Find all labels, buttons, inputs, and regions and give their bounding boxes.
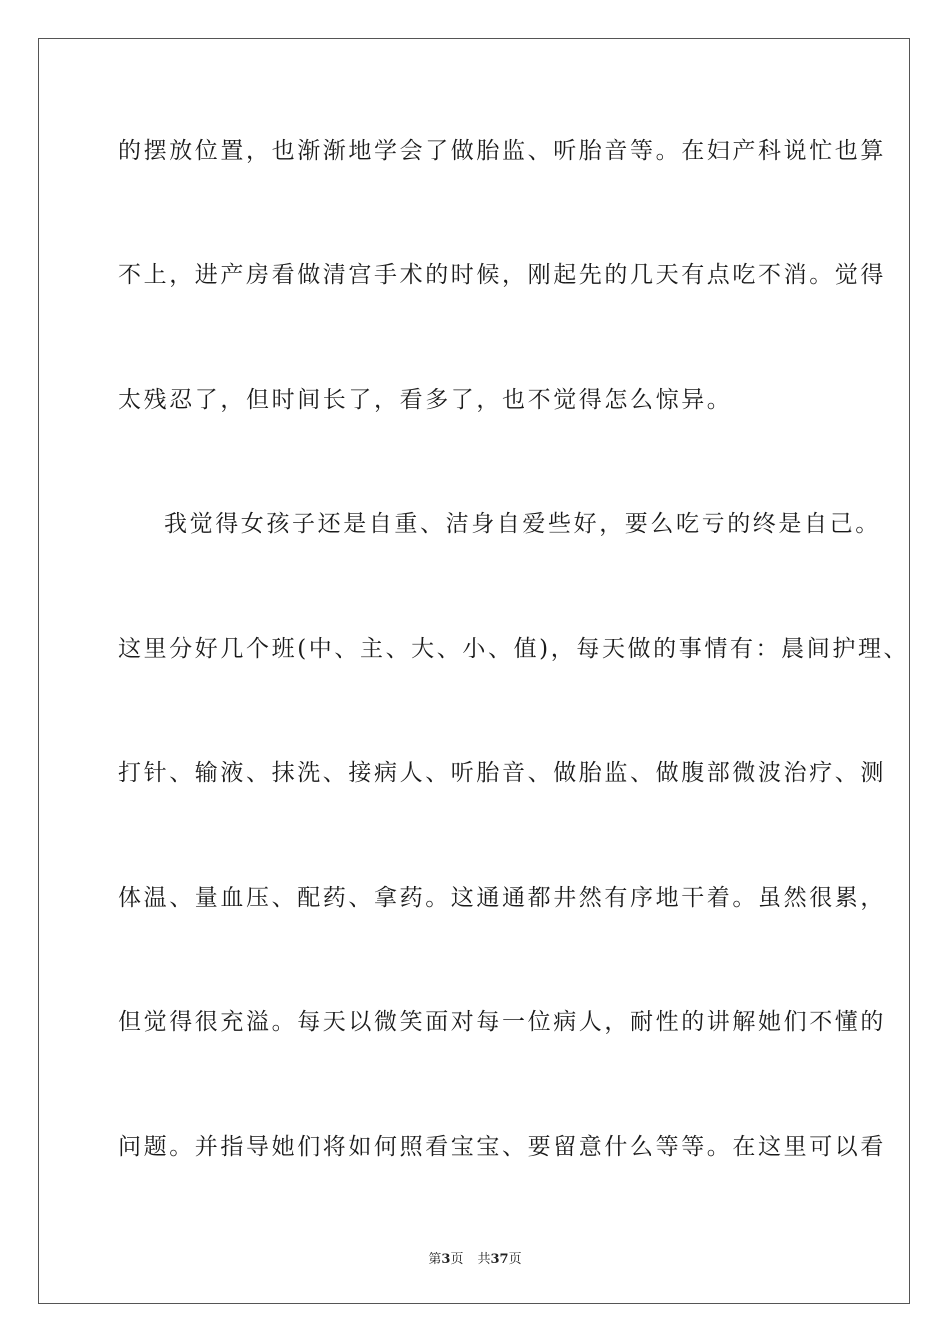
text-line-5: 这里分好几个班(中、主、大、小、值)，每天做的事情有：晨间护理、 xyxy=(118,636,910,662)
text-line-4-paragraph-start: 我觉得女孩子还是自重、洁身自爱些好，要么吃亏的终是自己。 xyxy=(164,511,881,537)
footer-total-pages: 37 xyxy=(490,1252,509,1267)
text-line-6: 打针、输液、抹洗、接病人、听胎音、做胎监、做腹部微波治疗、测 xyxy=(118,760,886,786)
footer-total-prefix: 共 xyxy=(477,1252,491,1267)
page-border xyxy=(38,38,910,1304)
text-line-3: 太残忍了，但时间长了，看多了，也不觉得怎么惊异。 xyxy=(118,387,733,413)
page-footer xyxy=(0,1248,950,1267)
text-line-2: 不上，进产房看做清宫手术的时候，刚起先的几天有点吃不消。觉得 xyxy=(118,262,886,288)
text-line-1: 的摆放位置，也渐渐地学会了做胎监、听胎音等。在妇产科说忙也算 xyxy=(118,138,886,164)
footer-page-prefix: 第 xyxy=(428,1252,442,1267)
footer-total-suffix: 页 xyxy=(508,1252,522,1267)
footer-page-number: 3 xyxy=(441,1252,451,1267)
text-line-7: 体温、量血压、配药、拿药。这通通都井然有序地干着。虽然很累， xyxy=(118,885,886,911)
text-line-8: 但觉得很充溢。每天以微笑面对每一位病人，耐性的讲解她们不懂的 xyxy=(118,1009,886,1035)
footer-page-suffix: 页 xyxy=(450,1252,464,1267)
text-line-9: 问题。并指导她们将如何照看宝宝、要留意什么等等。在这里可以看 xyxy=(118,1134,886,1160)
